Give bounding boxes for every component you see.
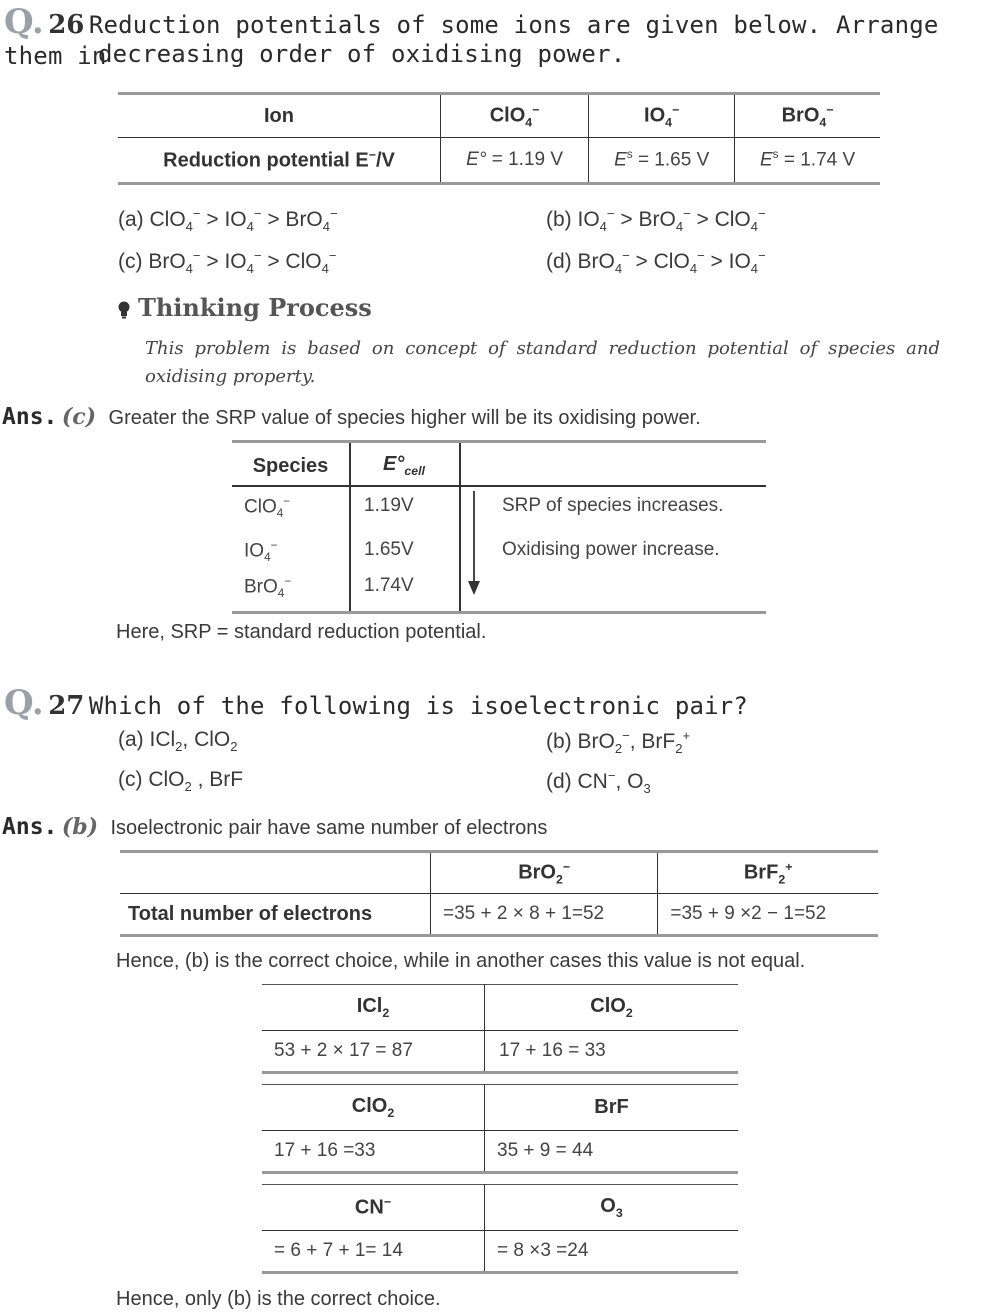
option-a: (a) $ClO_4^- > IO_4^- > BrO_4^-$ [118, 206, 338, 235]
question-number: 26 [48, 10, 85, 40]
thinking-process-heading: Thinking Process [118, 293, 372, 322]
option-b: (b) $IO_4^- > BrO_4^- > ClO_4^-$ [546, 206, 766, 235]
icl2-header: ICl$_2$ [356, 995, 390, 1020]
lightbulb-icon [118, 301, 130, 319]
species-header: Species [252, 455, 329, 477]
species-io4: $IO_4^-$ [244, 539, 278, 565]
srp-hline [232, 485, 766, 487]
clo2-header: ClO$_2$ [485, 985, 739, 1031]
option-a: (a) ICl$_2$, ClO$_2$ [118, 728, 238, 755]
answer-label: Ans. [2, 404, 58, 430]
species-clo4: ClO$_4$− [244, 495, 291, 521]
answer-26 [2, 404, 701, 430]
answer-27 [2, 814, 547, 840]
question-mark: Q. [4, 683, 44, 723]
srp-table [232, 440, 766, 614]
blank-header [120, 852, 431, 894]
value-1: 1.19V [364, 495, 414, 516]
question-number: 27 [48, 691, 85, 721]
answer-text: Isoelectronic pair have same number of electrons [110, 817, 548, 839]
value-bro4: $E^s = 1.74$ V [735, 138, 880, 184]
hence-text-2: Hence, only (b) is the correct choice. [116, 1288, 441, 1310]
option-b: (b) BrO$_2$−, BrF$_2$+ [546, 728, 691, 757]
answer-choice: (c) [61, 404, 97, 430]
ion-io4: $IO_4^-$ [589, 94, 735, 138]
clo2-header: ClO$_2$ [351, 1095, 395, 1120]
bro2-header: BrO$_2$− [431, 852, 658, 894]
value-clo4: E° = 1.19 V [441, 138, 589, 184]
option-c: (c) ClO$_2$ , BrF [118, 768, 244, 795]
cn-header: CN− [354, 1195, 392, 1219]
clo2-value: 17 + 16 = 33 [485, 1031, 739, 1073]
question-text: Which of the following is isoelectronic pair? [88, 692, 749, 720]
ion-clo4: ClO$_4$− [441, 94, 589, 138]
ion-bro4: BrO$_4$− [735, 94, 880, 138]
comparison-table-1 [262, 984, 738, 1074]
icl2-value: 53 + 2 × 17 = 87 [262, 1031, 485, 1073]
species-bro4: BrO$_4$− [244, 575, 292, 601]
answer-choice: (b) [61, 814, 99, 840]
o3-header: $O_3$ [485, 1185, 739, 1231]
comparison-table-3 [262, 1184, 738, 1274]
clo2-value: 17 + 16 =33 [262, 1131, 485, 1173]
down-arrow-icon [466, 491, 482, 597]
hence-text-1: Hence, (b) is the correct choice, while in another cases this value is not equal. [116, 950, 806, 972]
o3-value: = 8 ×3 =24 [485, 1231, 739, 1273]
ecell-header: $E^\circ_{cell}$ [382, 453, 425, 478]
brf2-electrons: =35 + 9 ×2 − 1=52 [658, 894, 878, 936]
question-text-line2: decreasing order of oxidising power. [98, 40, 626, 68]
question-mark: Q. [4, 2, 44, 42]
option-c: (c) $BrO_4^- > IO_4^- > ClO_4^-$ [118, 248, 337, 277]
question-text-line1: Reduction potentials of some ions are given below. Arrange them in [4, 11, 939, 70]
ion-header: Ion [264, 104, 294, 127]
answer-text: Greater the SRP value of species higher will be its oxidising power. [108, 407, 701, 429]
comparison-table-2 [262, 1084, 738, 1174]
value-3: 1.74V [364, 575, 414, 596]
value-2: 1.65V [364, 539, 414, 560]
option-d: (d) CN−, $O_3$ [546, 768, 651, 797]
electron-count-table [120, 850, 878, 937]
thinking-text-line1: This problem is based on concept of standard reduction potential of species and [145, 338, 940, 359]
srp-note-2: Oxidising power increase. [502, 539, 720, 560]
question-27-header [4, 683, 748, 723]
answer-label: Ans. [2, 814, 58, 840]
srp-vline-2 [459, 443, 461, 611]
srp-note-1: SRP of species increases. [502, 495, 724, 516]
brf-header: BrF [485, 1085, 739, 1131]
cn-value: = 6 + 7 + 1= 14 [262, 1231, 485, 1273]
option-d: (d) $BrO_4^- > ClO_4^- > IO_4^-$ [546, 248, 766, 277]
value-io4: $E^s = 1.65$ V [589, 138, 735, 184]
reduction-potential-label: Reduction potential E−/V [118, 138, 441, 184]
reduction-potential-table [118, 92, 880, 185]
total-electrons-label: Total number of electrons [120, 894, 431, 936]
brf-value: 35 + 9 = 44 [485, 1131, 739, 1173]
thinking-text-line2: oxidising property. [145, 366, 316, 387]
brf2-header: BrF$_2$+ [658, 852, 878, 894]
srp-definition: Here, SRP = standard reduction potential. [116, 621, 487, 643]
bro2-electrons: =35 + 2 × 8 + 1=52 [431, 894, 658, 936]
